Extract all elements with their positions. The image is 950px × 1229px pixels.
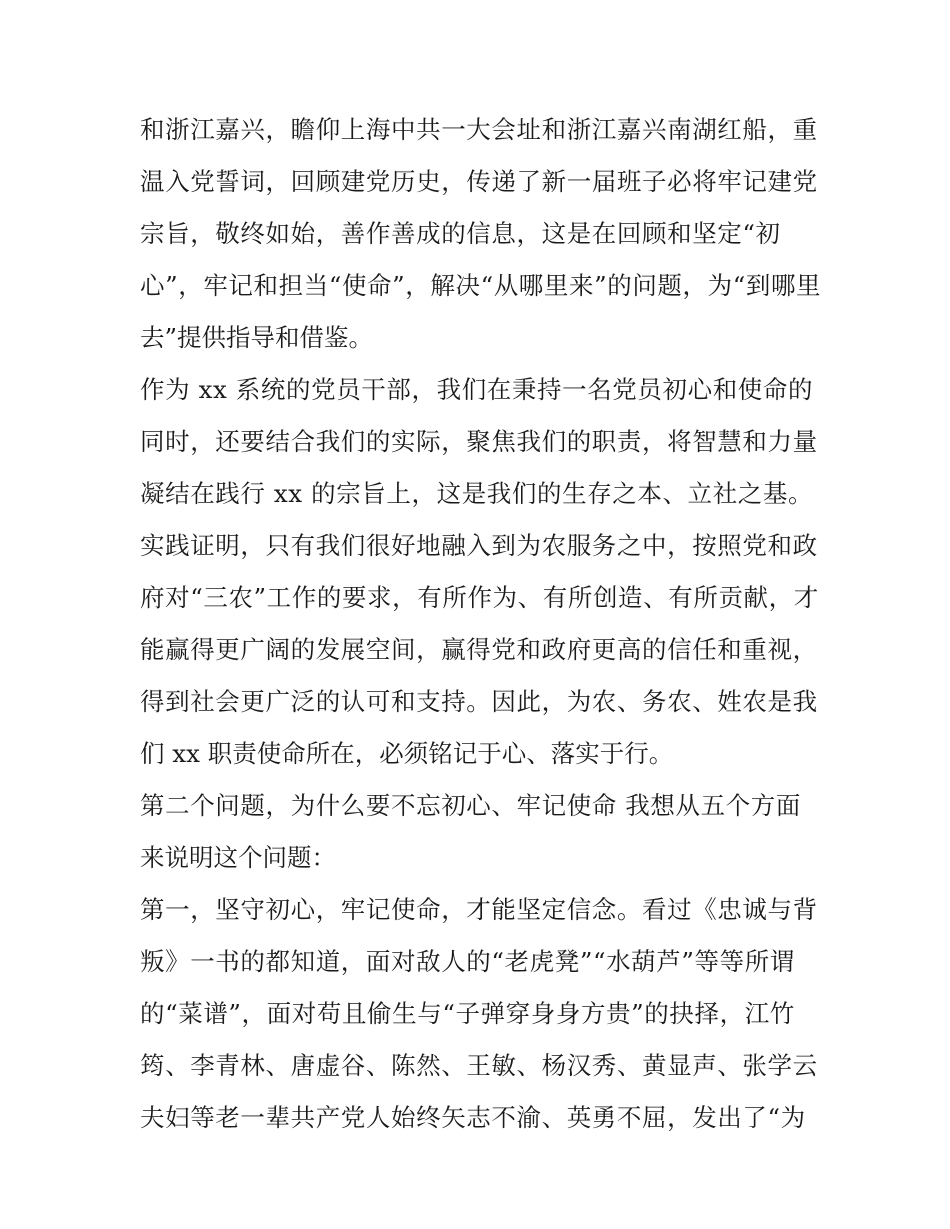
text-line: 去”提供指导和借鉴。 [140,323,374,352]
text-line: 温入党誓词，回顾建党历史，传递了新一届班子必将牢记建党 [140,167,818,196]
document-body [140,104,820,1144]
text-line: 筠、李青林、唐虚谷、陈然、王敏、杨汉秀、黄显声、张学云 [140,1051,818,1080]
text-line: 得到社会更广泛的认可和支持。因此，为农、务农、姓农是我 [140,687,818,716]
text-line: 能赢得更广阔的发展空间，赢得党和政府更高的信任和重视， [140,635,818,664]
text-line: 第二个问题，为什么要不忘初心、牢记使命 我想从五个方面 [140,791,801,820]
text-line: 夫妇等老一辈共产党人始终矢志不渝、英勇不屈，发出了“为 [140,1103,806,1132]
text-line: 来说明这个问题： [140,843,336,872]
text-line: 作为 xx 系统的党员干部，我们在秉持一名党员初心和使命的 [140,375,814,404]
text-line: 同时，还要结合我们的实际，聚焦我们的职责，将智慧和力量 [140,427,818,456]
text-line: 的“菜谱”，面对苟且偷生与“子弹穿身身方贵”的抉择，江竹 [140,999,795,1028]
text-line: 实践证明，只有我们很好地融入到为农服务之中，按照党和政 [140,531,818,560]
text-line: 第一，坚守初心，牢记使命，才能坚定信念。看过《忠诚与背 [140,895,818,924]
text-line: 凝结在践行 xx 的宗旨上，这是我们的生存之本、立社之基。 [140,479,814,508]
text-line: 和浙江嘉兴，瞻仰上海中共一大会址和浙江嘉兴南湖红船，重 [140,115,818,144]
text-line: 心”，牢记和担当“使命”，解决“从哪里来”的问题，为“到哪里 [140,271,822,300]
text-line: 叛》一书的都知道，面对敌人的“老虎凳”“水葫芦”等等所谓 [140,947,795,976]
text-line: 宗旨，敬终如始，善作善成的信息，这是在回顾和坚定“初 [140,219,781,248]
text-line: 们 xx 职责使命所在，必须铭记于心、落实于行。 [140,739,674,768]
text-line: 府对“三农”工作的要求，有所作为、有所创造、有所贡献，才 [140,583,819,612]
